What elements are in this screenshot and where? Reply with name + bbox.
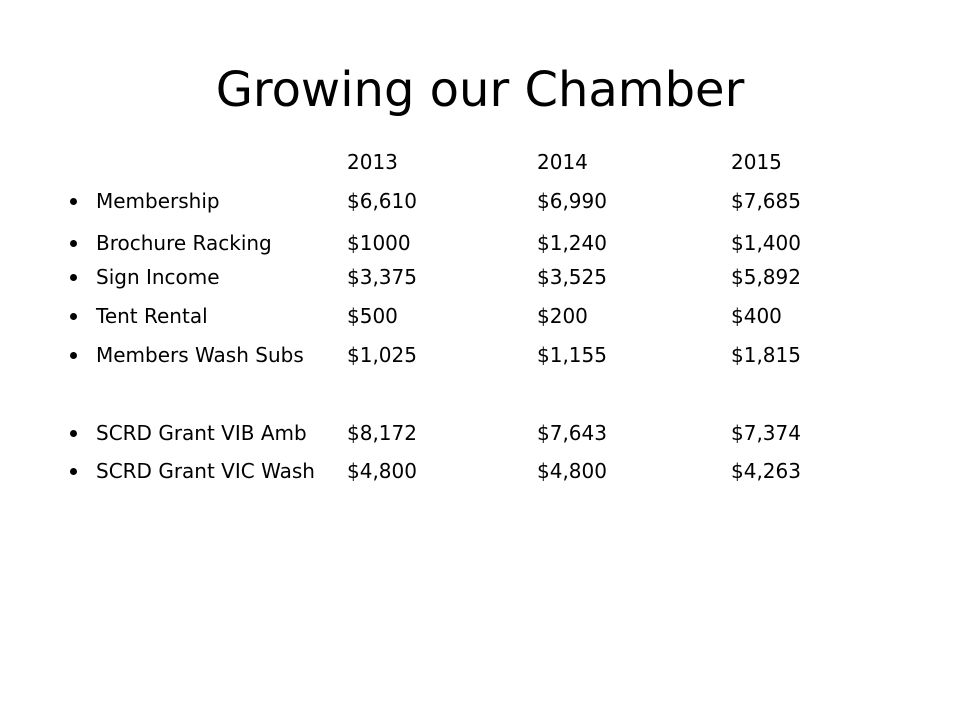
value-2014: $200: [537, 304, 588, 328]
value-2013: $8,172: [347, 421, 417, 445]
bullet-icon: [70, 313, 77, 320]
value-2015: $400: [731, 304, 782, 328]
value-2013: $1,025: [347, 343, 417, 367]
value-2014: $3,525: [537, 265, 607, 289]
value-2015: $1,815: [731, 343, 801, 367]
year-header-2013: 2013: [347, 150, 398, 174]
bullet-icon: [70, 468, 77, 475]
row-label: SCRD Grant VIB Amb: [96, 421, 307, 445]
row-label: Sign Income: [96, 265, 220, 289]
table-row-sign-income: [0, 262, 960, 292]
table-row-scrd-grant-vib-amb: [0, 418, 960, 448]
bullet-icon: [70, 240, 77, 247]
value-2015: $7,685: [731, 189, 801, 213]
row-label: Membership: [96, 189, 220, 213]
value-2014: $1,155: [537, 343, 607, 367]
value-2013: $6,610: [347, 189, 417, 213]
value-2014: $7,643: [537, 421, 607, 445]
table-row-members-wash-subs: [0, 340, 960, 370]
table-row-membership: [0, 186, 960, 216]
bullet-icon: [70, 430, 77, 437]
row-label: Tent Rental: [96, 304, 208, 328]
slide-title: Growing our Chamber: [215, 62, 745, 118]
bullet-icon: [70, 274, 77, 281]
bullet-icon: [70, 352, 77, 359]
value-2015: $4,263: [731, 459, 801, 483]
value-2015: $5,892: [731, 265, 801, 289]
table-row-tent-rental: [0, 301, 960, 331]
row-label: Members Wash Subs: [96, 343, 304, 367]
row-label: Brochure Racking: [96, 231, 272, 255]
year-header-2015: 2015: [731, 150, 782, 174]
table-row-brochure-racking: [0, 228, 960, 258]
table-row-scrd-grant-vic-wash: [0, 456, 960, 486]
bullet-icon: [70, 198, 77, 205]
value-2013: $4,800: [347, 459, 417, 483]
value-2014: $1,240: [537, 231, 607, 255]
year-header-row: [0, 147, 960, 177]
value-2014: $6,990: [537, 189, 607, 213]
value-2013: $3,375: [347, 265, 417, 289]
value-2013: $1000: [347, 231, 411, 255]
value-2014: $4,800: [537, 459, 607, 483]
row-label: SCRD Grant VIC Wash: [96, 459, 315, 483]
value-2015: $1,400: [731, 231, 801, 255]
value-2013: $500: [347, 304, 398, 328]
value-2015: $7,374: [731, 421, 801, 445]
year-header-2014: 2014: [537, 150, 588, 174]
